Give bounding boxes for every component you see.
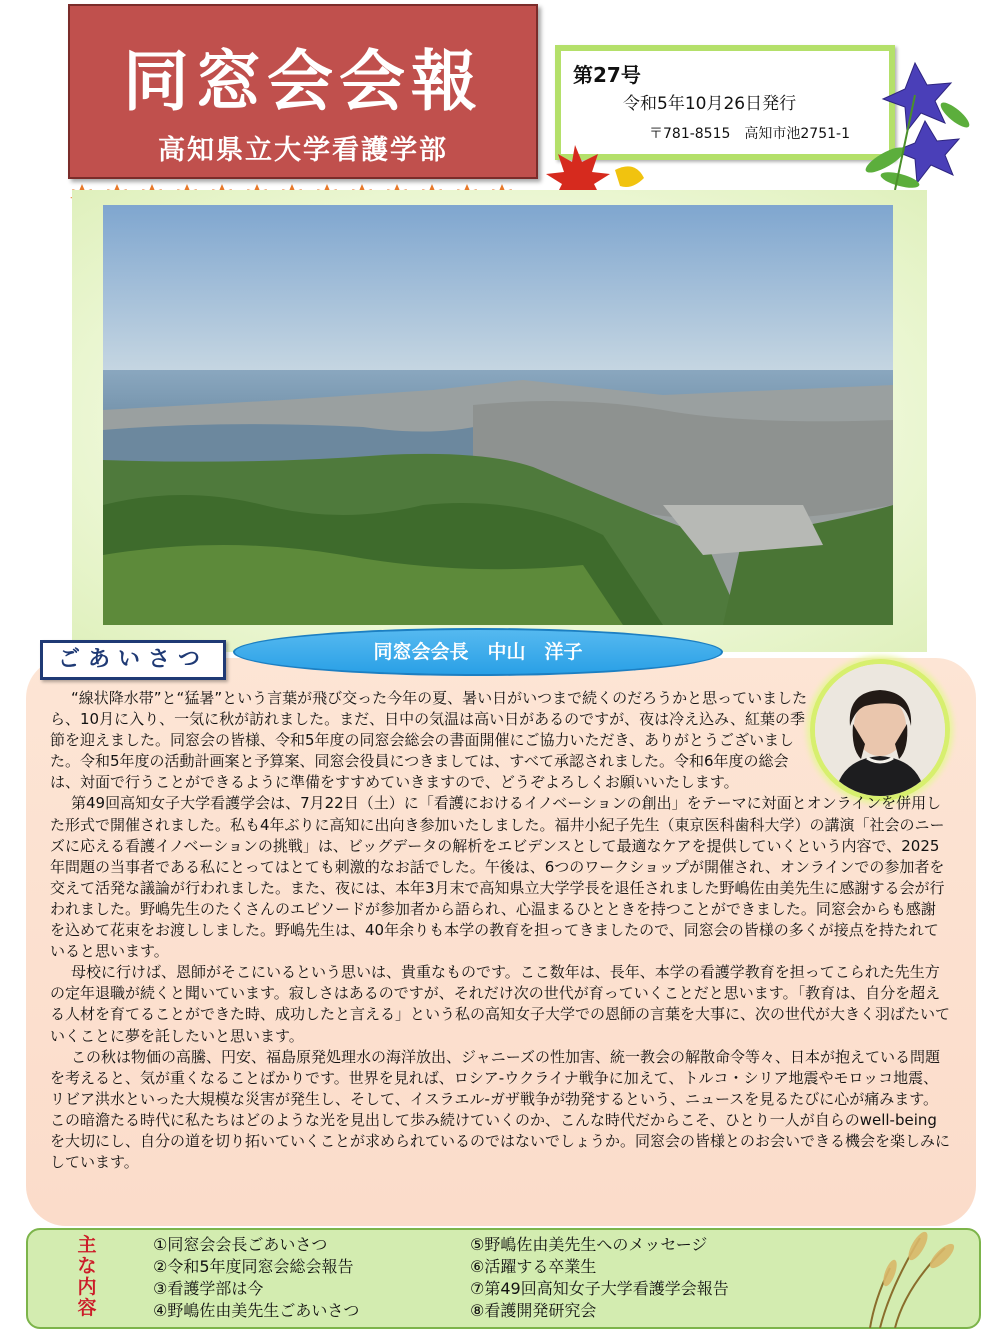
title-box [68, 4, 538, 179]
landscape-photo [103, 205, 893, 625]
issue-address: 〒781-8515 高知市池2751-1 [649, 126, 850, 142]
toc-item: ⑦第49回高知女子大学看護学会報告 [470, 1279, 729, 1298]
greeting-paragraph-3: 母校に行けば、恩師がそこにいるという思いは、貴重なものです。ここ数年は、長年、本学の看護学教育を担ってこられた先生方の定年退職が続くと聞いています。寂しさはあるのですが、それだけ次の世代が育っていくことだと思います。「教育は、自分を超える人材を育てることができた時、成功したと言える」という私の高知女子大学での恩師の言葉を大事に、次の世代が大きく羽ばたいていくことに夢を託したいと思います。 [50, 963, 951, 1045]
toc-right-column [470, 1234, 729, 1322]
toc-item: ①同窓会会長ごあいさつ [153, 1235, 328, 1254]
toc-item: ②令和5年度同窓会総会報告 [153, 1257, 354, 1276]
greeting-heading: ごあいさつ [40, 640, 226, 680]
issue-date: 令和5年10月26日発行 [623, 94, 797, 114]
newsletter-title: 同窓会会報 [123, 42, 483, 120]
toc-item: ⑧看護開発研究会 [470, 1301, 597, 1320]
toc-left-column [153, 1234, 359, 1322]
toc-item: ⑥活躍する卒業生 [470, 1257, 597, 1276]
greeting-paragraph-1: “線状降水帯”と“猛暑”という言葉が飛び交った今年の夏、暑い日がいつまで続くのだろうかと思っていましたら、10月に入り、一気に秋が訪れました。まだ、日中の気温は高い日があるのですが、夜は冷え込み、紅葉の季節を迎えました。同窓会の皆様、令和5年度の同窓会総会の書面開催にご協力いただき、ありがとうございました。令和5年度の活動計画案と予算案、同窓会役員につきましては、すべて承認されました。令和6年度の総会は、対面で行うことができるように準備をすすめていきますので、どうぞよろしくお願いいたします。 [50, 689, 808, 792]
contents-label: 主 な 内 容 [77, 1234, 97, 1319]
greeting-paragraph-2: 第49回高知女子大学看護学会は、7月22日（土）に「看護におけるイノベーションの創出」をテーマに対面とオンラインを併用した形式で開催されました。私も4年ぶりに高知に出向き参加いたしました。福井小紀子先生（東京医科歯科大学）の講演「社会のニーズに応える看護イノベーションの挑戦」は、ビッグデータの解析をエビデンスとして最適なケアを提供していくという内容で、2025年問題の当事者である私にとってはとても刺激的なお話でした。午後は、6つのワークショップが開催され、オンラインでの参加者を交えて活発な議論が行われました。また、夜には、本年3月末で高知県立大学学長を退任されました野嶋佐由美先生に感謝する会が行われました。野嶋先生のたくさんのエピソードが参加者から語られ、心温まるひとときを持つことができました。同窓会からも感謝を込めて花束をお渡ししました。野嶋先生は、40年余りも本学の教育を担ってきましたので、同窓会の皆様の多くが接点を持たれていると思います。 [50, 794, 945, 961]
greeting-body [50, 688, 950, 1173]
toc-item: ⑤野嶋佐由美先生へのメッセージ [470, 1235, 708, 1254]
greeting-paragraph-4: この秋は物価の高騰、円安、福島原発処理水の海洋放出、ジャニーズの性加害、統一教会の解散命令等々、日本が抱えている問題を考えると、気が重くなることばかりです。世界を見れば、ロシア-ウクライナ戦争に加えて、トルコ・シリア地震やモロッコ地震、リビア洪水といった大規模な災害が発生し、そして、イスラエル-ガザ戦争が勃発するという、ニュースを見るたびに心が痛みます。この暗澹たる時代に私たちはどのような光を見出して歩み続けていくのか、こんな時代だからこそ、ひとり一人が自らのwell-beingを大切にし、自分の道を切り拓いていくことが求められているのではないでしょうか。同窓会の皆様とのお会いできる機会を楽しみにしています。 [50, 1047, 951, 1172]
author-label: 同窓会会長 中山 洋子 [233, 628, 723, 676]
pampas-grass-icon [860, 1228, 960, 1328]
toc-item: ③看護学部は今 [153, 1279, 264, 1298]
toc-item: ④野嶋佐由美先生ごあいさつ [153, 1301, 360, 1320]
issue-number: 第27号 [573, 63, 641, 87]
newsletter-subtitle: 高知県立大学看護学部 [158, 135, 448, 166]
bellflower-icon [855, 55, 975, 190]
